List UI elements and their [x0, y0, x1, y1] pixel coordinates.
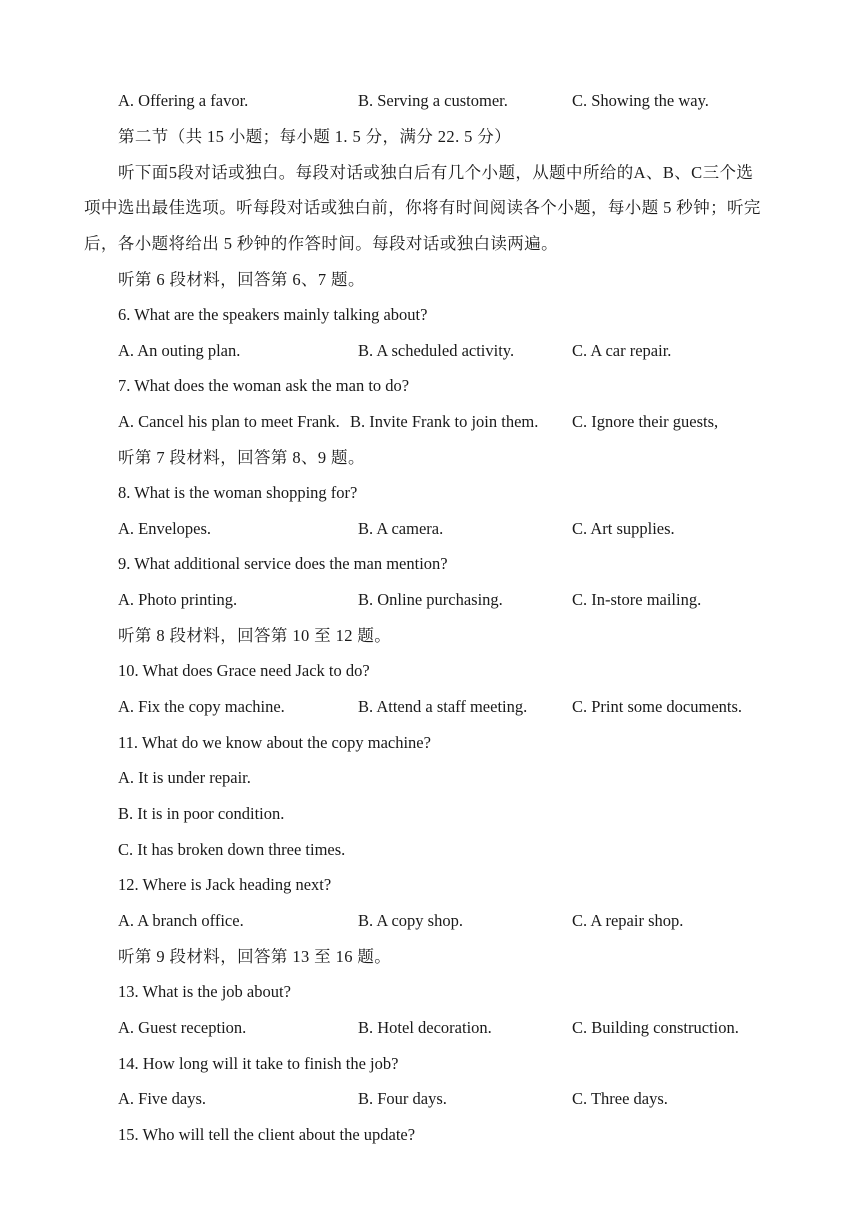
- question-6: 6. What are the speakers mainly talking about?: [118, 305, 428, 324]
- question-10: 10. What does Grace need Jack to do?: [118, 661, 370, 680]
- instructions-line-2: 项中选出最佳选项。听每段对话或独白前，你将有时间阅读各个小题，每小题 5 秒钟；听完: [84, 198, 761, 217]
- q13-option-b: B. Hotel decoration.: [358, 1018, 492, 1037]
- q14-option-c: C. Three days.: [572, 1089, 668, 1108]
- q6-option-c: C. A car repair.: [572, 341, 672, 360]
- q11-option-c: C. It has broken down three times.: [118, 840, 346, 859]
- q6-option-a: A. An outing plan.: [118, 341, 241, 360]
- q5-option-b: B. Serving a customer.: [358, 91, 508, 110]
- q5-option-a: A. Offering a favor.: [118, 91, 249, 110]
- instructions-line-1: 听下面5段对话或独白。每段对话或独白后有几个小题，从题中所给的A、B、C三个选: [118, 163, 754, 182]
- q12-option-a: A. A branch office.: [118, 911, 244, 930]
- q12-option-c: C. A repair shop.: [572, 911, 684, 930]
- instructions-line-3: 后，各小题将给出 5 秒钟的作答时间。每段对话或独白读两遍。: [84, 234, 558, 253]
- q8-option-c: C. Art supplies.: [572, 519, 675, 538]
- question-8: 8. What is the woman shopping for?: [118, 483, 358, 502]
- q7-option-a: A. Cancel his plan to meet Frank.: [118, 412, 340, 431]
- q7-option-b: B. Invite Frank to join them.: [350, 412, 539, 431]
- q9-option-b: B. Online purchasing.: [358, 590, 503, 609]
- q11-option-a: A. It is under repair.: [118, 768, 251, 787]
- q8-option-a: A. Envelopes.: [118, 519, 212, 538]
- q6-option-b: B. A scheduled activity.: [358, 341, 515, 360]
- question-13: 13. What is the job about?: [118, 982, 291, 1001]
- q5-option-c: C. Showing the way.: [572, 91, 709, 110]
- question-11: 11. What do we know about the copy machine?: [118, 733, 431, 752]
- q8-option-b: B. A camera.: [358, 519, 444, 538]
- material-9-heading: 听第 9 段材料，回答第 13 至 16 题。: [118, 947, 392, 966]
- q14-option-a: A. Five days.: [118, 1089, 206, 1108]
- q10-option-b: B. Attend a staff meeting.: [358, 697, 528, 716]
- q11-option-b: B. It is in poor condition.: [118, 804, 285, 823]
- question-12: 12. Where is Jack heading next?: [118, 875, 332, 894]
- q14-option-b: B. Four days.: [358, 1089, 447, 1108]
- q13-option-a: A. Guest reception.: [118, 1018, 247, 1037]
- q10-option-a: A. Fix the copy machine.: [118, 697, 285, 716]
- material-6-heading: 听第 6 段材料，回答第 6、7 题。: [118, 270, 365, 289]
- question-14: 14. How long will it take to finish the job?: [118, 1054, 399, 1073]
- question-7: 7. What does the woman ask the man to do?: [118, 376, 410, 395]
- q10-option-c: C. Print some documents.: [572, 697, 743, 716]
- q9-option-a: A. Photo printing.: [118, 590, 238, 609]
- question-9: 9. What additional service does the man mention?: [118, 554, 448, 573]
- section2-header: 第二节（共 15 小题；每小题 1. 5 分，满分 22. 5 分）: [118, 127, 512, 146]
- q13-option-c: C. Building construction.: [572, 1018, 739, 1037]
- q9-option-c: C. In-store mailing.: [572, 590, 702, 609]
- q12-option-b: B. A copy shop.: [358, 911, 463, 930]
- q7-option-c: C. Ignore their guests,: [572, 412, 719, 431]
- question-15: 15. Who will tell the client about the update?: [118, 1125, 416, 1144]
- material-8-heading: 听第 8 段材料，回答第 10 至 12 题。: [118, 626, 392, 645]
- material-7-heading: 听第 7 段材料，回答第 8、9 题。: [118, 448, 365, 467]
